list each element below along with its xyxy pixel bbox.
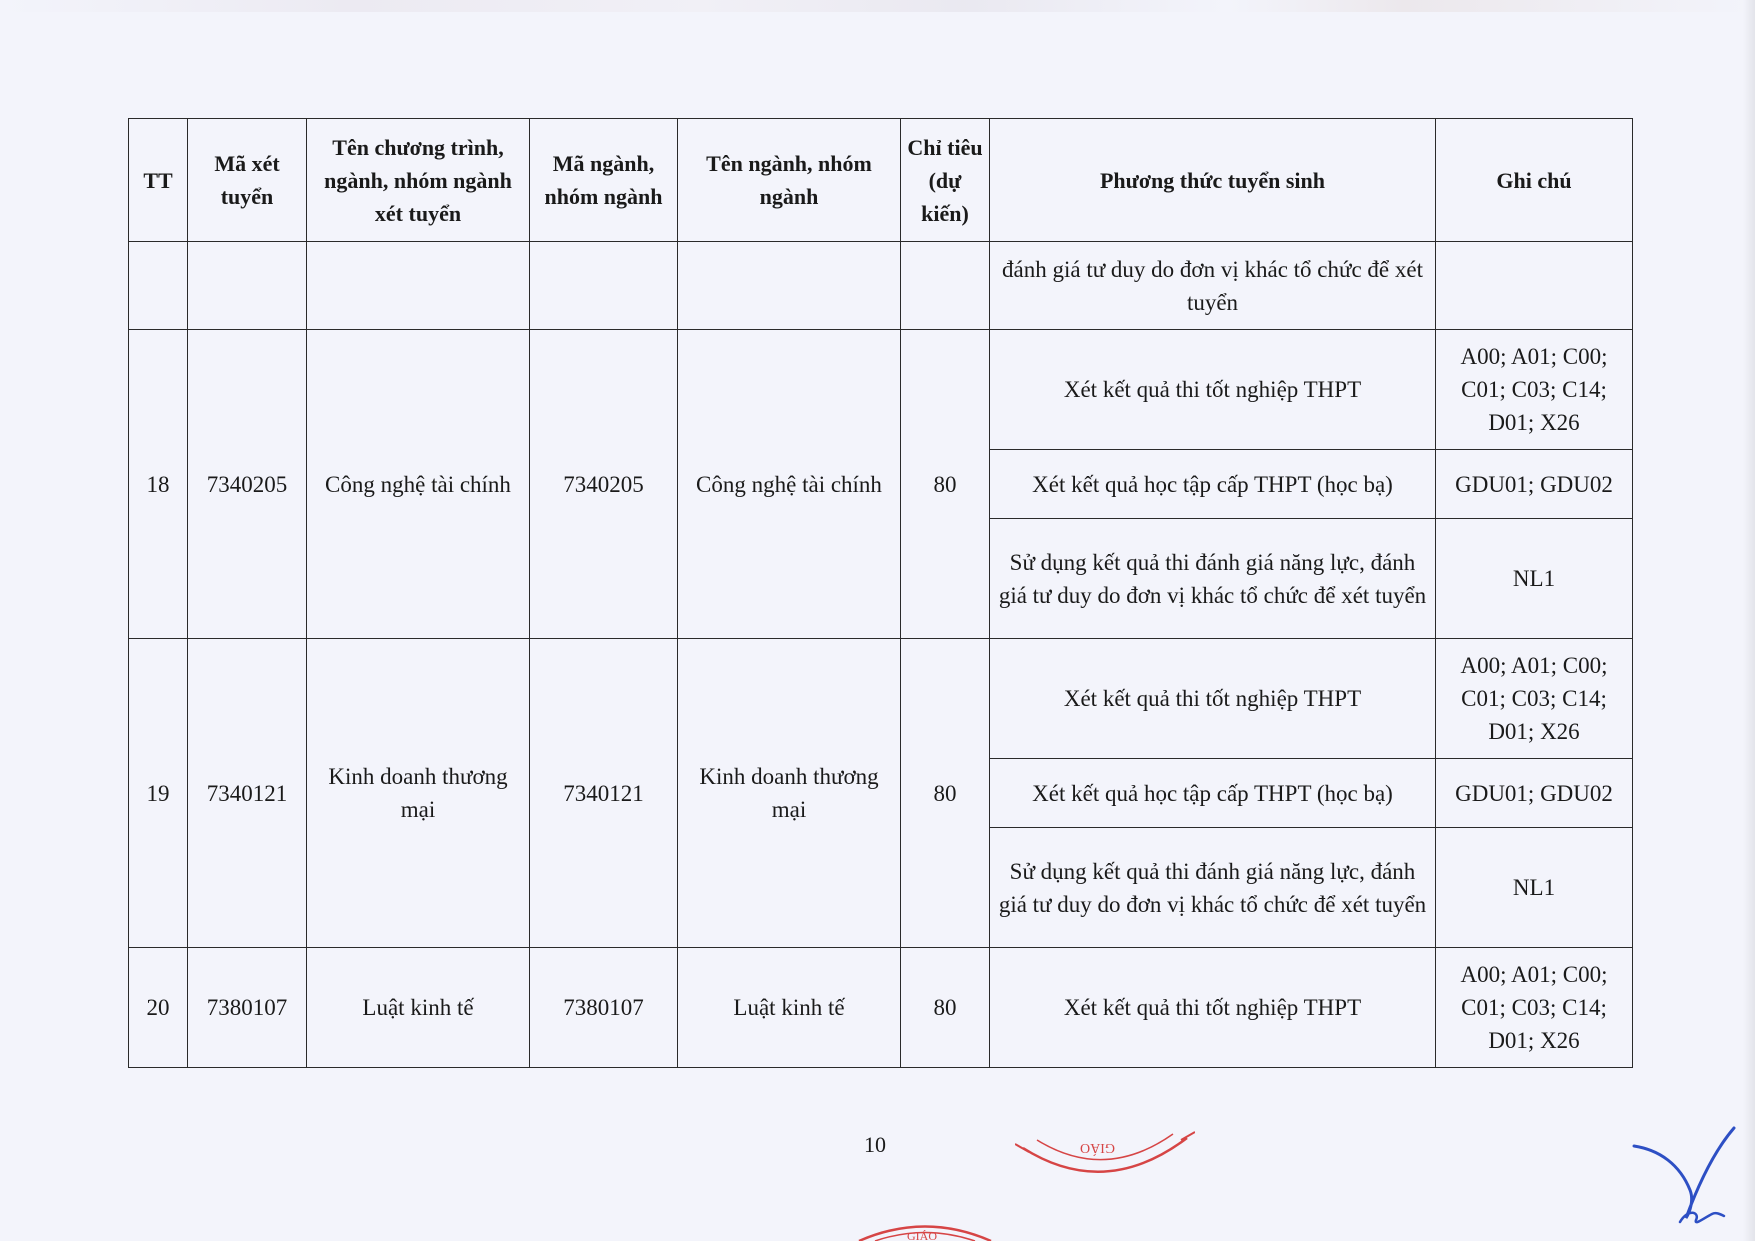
seal-text-lower: GIÁO	[907, 1229, 937, 1241]
tt-cell: 19	[129, 639, 188, 948]
scan-artifact-strip	[0, 0, 1755, 12]
signature	[1630, 1120, 1740, 1230]
page-number: 10	[864, 1132, 886, 1157]
signature-stroke	[1634, 1128, 1734, 1218]
method-cell: Sử dụng kết quả thi đánh giá năng lực, đánh giá tư duy do đơn vị khác tổ chức để xét tuyển	[990, 828, 1436, 948]
ten-nganh-cell: Luật kinh tế	[678, 948, 901, 1068]
ma-xet-tuyen-cell: 7340121	[188, 639, 307, 948]
admissions-table	[128, 118, 1633, 1068]
header-phuong-thuc: Phương thức tuyển sinh	[990, 119, 1436, 242]
method-cell: Xét kết quả thi tốt nghiệp THPT	[990, 330, 1436, 450]
method-cell: Xét kết quả học tập cấp THPT (học bạ)	[990, 450, 1436, 519]
ten-nganh-cell: Công nghệ tài chính	[678, 330, 901, 639]
tt-cell: 20	[129, 948, 188, 1068]
ten-chuong-trinh-cell: Kinh doanh thương mại	[307, 639, 530, 948]
header-ma-xet-tuyen: Mã xét tuyển	[188, 119, 307, 242]
seal-mark	[1181, 1132, 1195, 1140]
note-cell: NL1	[1436, 519, 1633, 639]
method-cell: Xét kết quả học tập cấp THPT (học bạ)	[990, 759, 1436, 828]
header-chi-tieu: Chỉ tiêu (dự kiến)	[901, 119, 990, 242]
note-cell: GDU01; GDU02	[1436, 450, 1633, 519]
note-cell: NL1	[1436, 828, 1633, 948]
empty-cell	[901, 242, 990, 330]
empty-cell	[188, 242, 307, 330]
ma-xet-tuyen-cell: 7380107	[188, 948, 307, 1068]
note-cell	[1436, 242, 1633, 330]
method-cell: Xét kết quả thi tốt nghiệp THPT	[990, 639, 1436, 759]
method-cell: Sử dụng kết quả thi đánh giá năng lực, đánh giá tư duy do đơn vị khác tổ chức để xét tuyển	[990, 519, 1436, 639]
red-seal-stamp	[1015, 1130, 1195, 1200]
table-row	[129, 948, 1633, 1068]
ten-nganh-cell: Kinh doanh thương mại	[678, 639, 901, 948]
header-ghi-chu: Ghi chú	[1436, 119, 1633, 242]
chi-tieu-cell: 80	[901, 330, 990, 639]
table-row-continuation	[129, 242, 1633, 330]
header-tt: TT	[129, 119, 188, 242]
seal-mark	[1015, 1144, 1029, 1152]
scan-page-edge	[1743, 0, 1755, 1241]
ma-nganh-cell: 7340205	[530, 330, 678, 639]
table-row	[129, 639, 1633, 759]
ten-chuong-trinh-cell: Công nghệ tài chính	[307, 330, 530, 639]
tt-cell: 18	[129, 330, 188, 639]
seal-text-upper: GIÁO	[1080, 1140, 1115, 1155]
header-ten-chuong-trinh: Tên chương trình, ngành, nhóm ngành xét tuyển	[307, 119, 530, 242]
note-cell: A00; A01; C00; C01; C03; C14; D01; X26	[1436, 948, 1633, 1068]
note-cell: A00; A01; C00; C01; C03; C14; D01; X26	[1436, 639, 1633, 759]
red-seal-stamp-bottom	[855, 1218, 995, 1241]
ma-nganh-cell: 7340121	[530, 639, 678, 948]
table-header-row	[129, 119, 1633, 242]
empty-cell	[530, 242, 678, 330]
ma-nganh-cell: 7380107	[530, 948, 678, 1068]
chi-tieu-cell: 80	[901, 639, 990, 948]
note-cell: A00; A01; C00; C01; C03; C14; D01; X26	[1436, 330, 1633, 450]
table-row	[129, 330, 1633, 450]
header-ten-nganh: Tên ngành, nhóm ngành	[678, 119, 901, 242]
chi-tieu-cell: 80	[901, 948, 990, 1068]
ten-chuong-trinh-cell: Luật kinh tế	[307, 948, 530, 1068]
empty-cell	[307, 242, 530, 330]
method-cell: đánh giá tư duy do đơn vị khác tổ chức để xét tuyển	[990, 242, 1436, 330]
header-ma-nganh: Mã ngành, nhóm ngành	[530, 119, 678, 242]
empty-cell	[129, 242, 188, 330]
ma-xet-tuyen-cell: 7340205	[188, 330, 307, 639]
method-cell: Xét kết quả thi tốt nghiệp THPT	[990, 948, 1436, 1068]
empty-cell	[678, 242, 901, 330]
note-cell: GDU01; GDU02	[1436, 759, 1633, 828]
